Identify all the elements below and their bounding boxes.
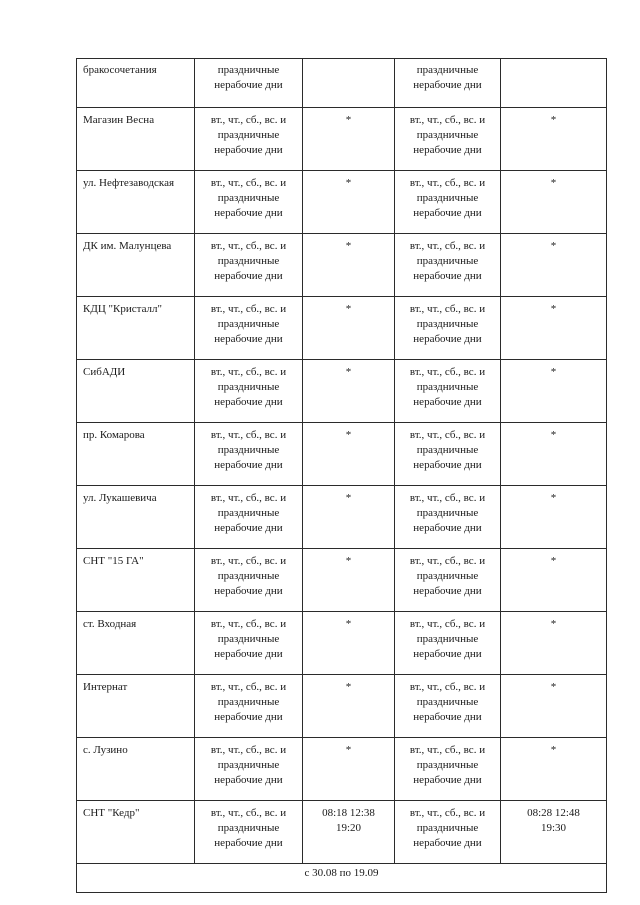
operating-days-cell <box>395 59 501 108</box>
bus-schedule-table <box>76 58 607 893</box>
operating-days-cell <box>395 612 501 675</box>
departure-time-text: * <box>345 303 352 315</box>
operating-days-line: нерабочие дни <box>214 79 283 91</box>
operating-days-line: нерабочие дни <box>413 711 482 723</box>
operating-days-line: праздничные <box>217 381 280 393</box>
departure-time-cell <box>501 801 607 864</box>
departure-time-text: * <box>550 366 557 378</box>
operating-days-line: вт., чт., сб., вс. и <box>210 618 287 630</box>
operating-days-cell <box>195 675 303 738</box>
operating-days-line: вт., чт., сб., вс. и <box>409 492 486 504</box>
operating-days-line: нерабочие дни <box>214 711 283 723</box>
operating-days-cell <box>395 423 501 486</box>
departure-time-cell <box>303 59 395 108</box>
stop-name-cell: ст. Входная <box>77 612 195 675</box>
operating-days-line: вт., чт., сб., вс. и <box>210 555 287 567</box>
departure-time-cell <box>303 423 395 486</box>
operating-days-cell <box>195 297 303 360</box>
departure-time-cell <box>501 423 607 486</box>
departure-time-cell <box>501 171 607 234</box>
departure-time-cell <box>303 612 395 675</box>
departure-time-cell <box>501 612 607 675</box>
operating-days-line: вт., чт., сб., вс. и <box>210 366 287 378</box>
operating-days-line: праздничные <box>416 192 479 204</box>
operating-days-line: праздничные <box>416 633 479 645</box>
operating-days-cell <box>195 234 303 297</box>
operating-days-line: праздничные <box>217 696 280 708</box>
operating-days-line: вт., чт., сб., вс. и <box>409 366 486 378</box>
stop-name-cell: СибАДИ <box>77 360 195 423</box>
operating-days-line: праздничные <box>217 507 280 519</box>
operating-days-line: нерабочие дни <box>413 522 482 534</box>
table-row <box>77 297 607 360</box>
departure-time-cell <box>501 738 607 801</box>
operating-days-cell <box>395 108 501 171</box>
stop-name-cell: Магазин Весна <box>77 108 195 171</box>
operating-days-line: нерабочие дни <box>214 396 283 408</box>
departure-time-cell <box>501 59 607 108</box>
departure-time-cell <box>303 234 395 297</box>
operating-days-line: нерабочие дни <box>214 333 283 345</box>
table-row <box>77 171 607 234</box>
operating-days-line: нерабочие дни <box>214 144 283 156</box>
operating-days-line: праздничные <box>416 696 479 708</box>
operating-days-line: нерабочие дни <box>214 459 283 471</box>
stop-name-cell: СНТ "15 ГА" <box>77 549 195 612</box>
operating-days-line: вт., чт., сб., вс. и <box>409 744 486 756</box>
operating-days-line: нерабочие дни <box>214 837 283 849</box>
operating-days-cell <box>395 486 501 549</box>
operating-days-cell <box>195 171 303 234</box>
operating-days-line: праздничные <box>217 570 280 582</box>
departure-time-cell <box>303 549 395 612</box>
operating-days-line: праздничные <box>217 255 280 267</box>
operating-days-cell <box>395 171 501 234</box>
departure-time-cell <box>501 549 607 612</box>
table-row <box>77 612 607 675</box>
operating-days-line: вт., чт., сб., вс. и <box>409 177 486 189</box>
operating-days-line: нерабочие дни <box>413 270 482 282</box>
departure-time-cell <box>501 234 607 297</box>
operating-days-line: нерабочие дни <box>214 207 283 219</box>
operating-days-cell <box>195 612 303 675</box>
departure-time-cell <box>303 360 395 423</box>
operating-days-cell <box>395 297 501 360</box>
departure-time-text: * <box>550 303 557 315</box>
table-row <box>77 423 607 486</box>
departure-time-text: 08:18 12:38 19:20 <box>322 807 375 834</box>
stop-name-cell: ул. Нефтезаводская <box>77 171 195 234</box>
operating-days-cell <box>395 675 501 738</box>
operating-days-line: праздничные <box>217 64 280 76</box>
validity-period-note: с 30.08 по 19.09 <box>77 864 607 893</box>
operating-days-cell <box>195 108 303 171</box>
operating-days-line: нерабочие дни <box>214 774 283 786</box>
operating-days-line: нерабочие дни <box>214 522 283 534</box>
operating-days-line: праздничные <box>217 759 280 771</box>
operating-days-line: праздничные <box>416 507 479 519</box>
operating-days-line: нерабочие дни <box>214 270 283 282</box>
operating-days-line: вт., чт., сб., вс. и <box>409 618 486 630</box>
departure-time-cell <box>303 738 395 801</box>
departure-time-text: * <box>550 681 557 693</box>
operating-days-cell <box>395 738 501 801</box>
operating-days-line: праздничные <box>217 633 280 645</box>
stop-name-cell: бракосочетания <box>77 59 195 108</box>
operating-days-line: праздничные <box>416 444 479 456</box>
operating-days-line: праздничные <box>416 129 479 141</box>
table-row <box>77 360 607 423</box>
stop-name-cell: ул. Лукашевича <box>77 486 195 549</box>
operating-days-line: нерабочие дни <box>413 79 482 91</box>
operating-days-line: праздничные <box>217 192 280 204</box>
operating-days-line: вт., чт., сб., вс. и <box>210 807 287 819</box>
operating-days-line: нерабочие дни <box>413 396 482 408</box>
operating-days-line: вт., чт., сб., вс. и <box>409 555 486 567</box>
departure-time-cell <box>303 108 395 171</box>
operating-days-line: вт., чт., сб., вс. и <box>210 240 287 252</box>
departure-time-cell <box>303 486 395 549</box>
operating-days-line: нерабочие дни <box>413 648 482 660</box>
table-row <box>77 801 607 864</box>
table-row <box>77 549 607 612</box>
operating-days-cell <box>195 59 303 108</box>
operating-days-cell <box>195 360 303 423</box>
operating-days-line: вт., чт., сб., вс. и <box>210 744 287 756</box>
operating-days-cell <box>195 738 303 801</box>
operating-days-line: праздничные <box>416 318 479 330</box>
operating-days-line: нерабочие дни <box>413 585 482 597</box>
operating-days-line: нерабочие дни <box>214 648 283 660</box>
operating-days-line: праздничные <box>217 318 280 330</box>
departure-time-text: * <box>345 744 352 756</box>
operating-days-line: праздничные <box>217 129 280 141</box>
operating-days-line: нерабочие дни <box>413 333 482 345</box>
departure-time-cell <box>303 297 395 360</box>
stop-name-cell: пр. Комарова <box>77 423 195 486</box>
operating-days-line: праздничные <box>416 570 479 582</box>
operating-days-line: вт., чт., сб., вс. и <box>409 681 486 693</box>
departure-time-cell <box>501 486 607 549</box>
stop-name-cell: СНТ "Кедр" <box>77 801 195 864</box>
operating-days-line: вт., чт., сб., вс. и <box>409 429 486 441</box>
operating-days-line: вт., чт., сб., вс. и <box>409 303 486 315</box>
operating-days-cell <box>195 423 303 486</box>
stop-name-cell: с. Лузино <box>77 738 195 801</box>
departure-time-text: * <box>345 681 352 693</box>
table-row <box>77 675 607 738</box>
departure-time-text: * <box>345 240 352 252</box>
table-row <box>77 108 607 171</box>
departure-time-cell <box>303 675 395 738</box>
operating-days-line: праздничные <box>217 444 280 456</box>
operating-days-cell <box>195 801 303 864</box>
operating-days-line: нерабочие дни <box>413 459 482 471</box>
departure-time-text: * <box>550 240 557 252</box>
departure-time-text: * <box>550 492 557 504</box>
operating-days-line: вт., чт., сб., вс. и <box>210 429 287 441</box>
operating-days-cell <box>195 486 303 549</box>
departure-time-cell <box>501 360 607 423</box>
stop-name-cell: ДК им. Малунцева <box>77 234 195 297</box>
operating-days-line: праздничные <box>416 759 479 771</box>
operating-days-line: праздничные <box>416 64 479 76</box>
departure-time-text: * <box>345 618 352 630</box>
operating-days-line: праздничные <box>416 255 479 267</box>
departure-time-cell <box>303 171 395 234</box>
operating-days-line: вт., чт., сб., вс. и <box>409 807 486 819</box>
departure-time-text: * <box>550 618 557 630</box>
departure-time-cell <box>303 801 395 864</box>
departure-time-text: * <box>345 177 352 189</box>
departure-time-text: * <box>345 366 352 378</box>
operating-days-line: нерабочие дни <box>413 837 482 849</box>
table-row <box>77 59 607 108</box>
departure-time-text: * <box>345 114 352 126</box>
departure-time-text: * <box>550 177 557 189</box>
operating-days-line: вт., чт., сб., вс. и <box>210 492 287 504</box>
operating-days-line: вт., чт., сб., вс. и <box>409 240 486 252</box>
departure-time-text: * <box>345 555 352 567</box>
operating-days-line: праздничные <box>416 381 479 393</box>
departure-time-text: * <box>345 492 352 504</box>
departure-time-text: * <box>550 429 557 441</box>
operating-days-line: вт., чт., сб., вс. и <box>210 303 287 315</box>
operating-days-cell <box>395 801 501 864</box>
departure-time-text: 08:28 12:48 19:30 <box>527 807 580 834</box>
operating-days-cell <box>395 549 501 612</box>
departure-time-cell <box>501 675 607 738</box>
operating-days-line: вт., чт., сб., вс. и <box>409 114 486 126</box>
operating-days-cell <box>195 549 303 612</box>
schedule-body <box>77 59 607 893</box>
departure-time-text: * <box>345 429 352 441</box>
operating-days-line: праздничные <box>416 822 479 834</box>
operating-days-cell <box>395 360 501 423</box>
table-row <box>77 738 607 801</box>
operating-days-line: нерабочие дни <box>214 585 283 597</box>
operating-days-line: вт., чт., сб., вс. и <box>210 681 287 693</box>
table-row <box>77 234 607 297</box>
operating-days-cell <box>395 234 501 297</box>
stop-name-cell: Интернат <box>77 675 195 738</box>
departure-time-cell <box>501 108 607 171</box>
table-row <box>77 486 607 549</box>
departure-time-text: * <box>550 555 557 567</box>
operating-days-line: нерабочие дни <box>413 207 482 219</box>
operating-days-line: вт., чт., сб., вс. и <box>210 177 287 189</box>
stop-name-cell: КДЦ "Кристалл" <box>77 297 195 360</box>
departure-time-text: * <box>550 114 557 126</box>
footer-row <box>77 864 607 893</box>
operating-days-line: нерабочие дни <box>413 774 482 786</box>
operating-days-line: вт., чт., сб., вс. и <box>210 114 287 126</box>
departure-time-text: * <box>550 744 557 756</box>
operating-days-line: праздничные <box>217 822 280 834</box>
operating-days-line: нерабочие дни <box>413 144 482 156</box>
departure-time-cell <box>501 297 607 360</box>
